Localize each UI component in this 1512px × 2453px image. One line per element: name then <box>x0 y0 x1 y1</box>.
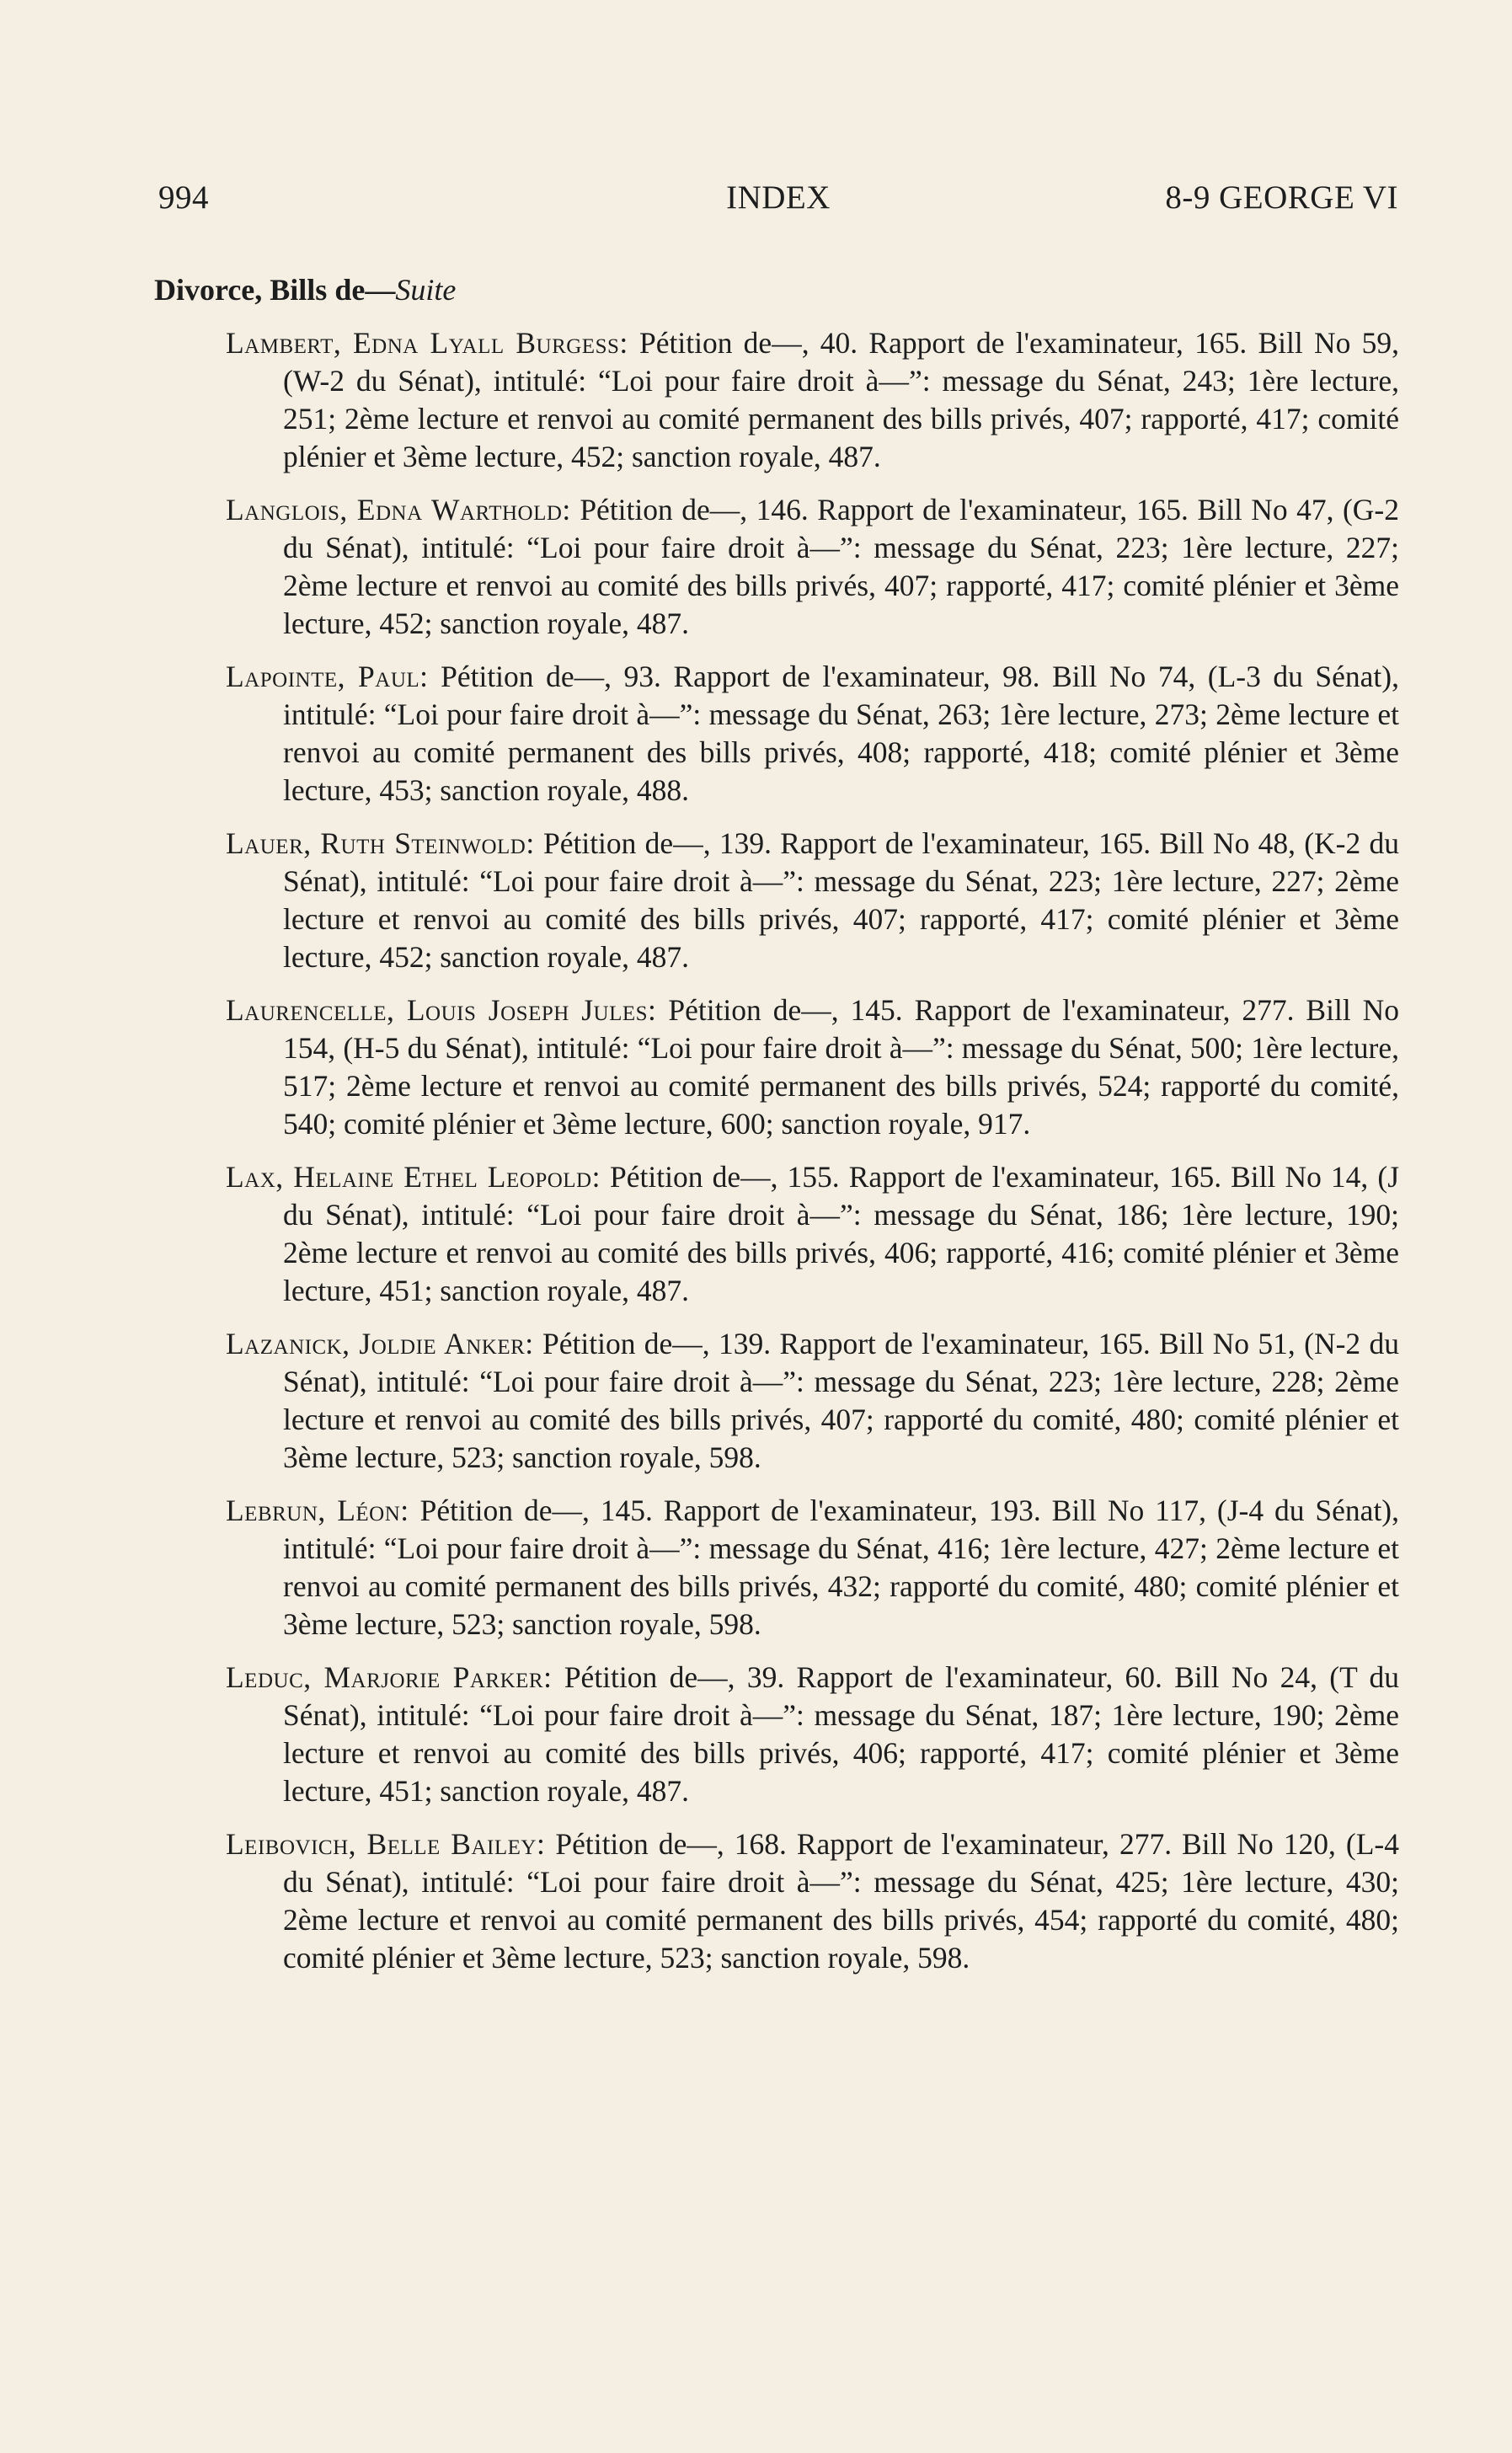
entry-text: Pétition de—, 145. Rapport de l'examinateur, 277. Bill No 154, (H-5 du Sénat), intitulé: “Loi pour faire droit à—”: message du Sénat, 500; 1ère lecture, 517; 2ème lecture et renvoi au comité permanent des bills privés, 524; rapporté du comité, 540; comité plénier et 3ème lecture, 600; sanction royale, 917. <box>283 993 1400 1141</box>
entry-name: Lax, Helaine Ethel Leopold: <box>226 1160 601 1194</box>
index-entry <box>226 991 1399 1143</box>
entry-text: Pétition de—, 146. Rapport de l'examinateur, 165. Bill No 47, (G-2 du Sénat), intitulé: “Loi pour faire droit à—”: message du Sénat, 223; 1ère lecture, 227; 2ème lecture et renvoi au comité des bills privés, 407; rapporté, 417; comité plénier et 3ème lecture, 452; sanction royale, 487. <box>283 493 1400 640</box>
header-reign: 8-9 GEORGE VI <box>1165 179 1398 216</box>
page-number: 994 <box>158 179 209 216</box>
entry-name: Lazanick, Joldie Anker: <box>226 1327 534 1360</box>
section-heading <box>154 272 456 307</box>
index-entry <box>226 1825 1399 1977</box>
entry-name: Laurencelle, Louis Joseph Jules: <box>226 993 657 1027</box>
entry-text: Pétition de—, 168. Rapport de l'examinateur, 277. Bill No 120, (L-4 du Sénat), intitulé: “Loi pour faire droit à—”: message du Sénat, 425; 1ère lecture, 430; 2ème lecture et renvoi au comité permanent des bills privés, 454; rapporté du comité, 480; comité plénier et 3ème lecture, 523; sanction royale, 598. <box>283 1827 1400 1975</box>
entry-text: Pétition de—, 155. Rapport de l'examinateur, 165. Bill No 14, (J du Sénat), intitulé: “Loi pour faire droit à—”: message du Sénat, 186; 1ère lecture, 190; 2ème lecture et renvoi au comité des bills privés, 406; rapporté, 416; comité plénier et 3ème lecture, 451; sanction royale, 487. <box>283 1160 1400 1307</box>
index-entry <box>226 491 1399 643</box>
entry-name: Leibovich, Belle Bailey: <box>226 1827 546 1861</box>
section-title: Divorce, Bills de— <box>154 273 396 307</box>
entry-name: Leduc, Marjorie Parker: <box>226 1660 553 1694</box>
index-entry <box>226 825 1399 976</box>
section-suffix: Suite <box>395 273 457 307</box>
index-entry <box>226 658 1399 810</box>
entry-name: Lapointe, Paul: <box>226 660 429 693</box>
index-entry <box>226 1659 1399 1810</box>
entry-name: Langlois, Edna Warthold: <box>226 493 571 526</box>
entry-text: Pétition de—, 39. Rapport de l'examinateur, 60. Bill No 24, (T du Sénat), intitulé: “Loi pour faire droit à—”: message du Sénat, 187; 1ère lecture, 190; 2ème lecture et renvoi au comité des bills privés, 406; rapporté, 417; comité plénier et 3ème lecture, 451; sanction royale, 487. <box>283 1660 1399 1808</box>
header-title: INDEX <box>726 179 831 216</box>
index-entry <box>226 324 1399 476</box>
index-entries <box>226 324 1399 1992</box>
index-entry <box>226 1492 1399 1643</box>
entry-text: Pétition de—, 139. Rapport de l'examinateur, 165. Bill No 51, (N-2 du Sénat), intitulé: “Loi pour faire droit à—”: message du Sénat, 223; 1ère lecture, 228; 2ème lecture et renvoi au comité des bills privés, 407; rapporté du comité, 480; comité plénier et 3ème lecture, 523; sanction royale, 598. <box>283 1327 1400 1474</box>
index-entry <box>226 1158 1399 1310</box>
entry-text: Pétition de—, 139. Rapport de l'examinateur, 165. Bill No 48, (K-2 du Sénat), intitulé: “Loi pour faire droit à—”: message du Sénat, 223; 1ère lecture, 227; 2ème lecture et renvoi au comité des bills privés, 407; rapporté, 417; comité plénier et 3ème lecture, 452; sanction royale, 487. <box>283 826 1399 974</box>
entry-text: Pétition de—, 145. Rapport de l'examinateur, 193. Bill No 117, (J-4 du Sénat), intitulé: “Loi pour faire droit à—”: message du Sénat, 416; 1ère lecture, 427; 2ème lecture et renvoi au comité permanent des bills privés, 432; rapporté du comité, 480; comité plénier et 3ème lecture, 523; sanction royale, 598. <box>283 1494 1400 1641</box>
entry-name: Lebrun, Léon: <box>226 1494 409 1527</box>
entry-text: Pétition de—, 93. Rapport de l'examinateur, 98. Bill No 74, (L-3 du Sénat), intitulé: “Loi pour faire droit à—”: message du Sénat, 263; 1ère lecture, 273; 2ème lecture et renvoi au comité permanent des bills privés, 408; rapporté, 418; comité plénier et 3ème lecture, 453; sanction royale, 488. <box>283 660 1399 807</box>
entry-name: Lauer, Ruth Steinwold: <box>226 826 535 860</box>
entry-text: Pétition de—, 40. Rapport de l'examinateur, 165. Bill No 59, (W-2 du Sénat), intitulé: “Loi pour faire droit à—”: message du Sénat, 243; 1ère lecture, 251; 2ème lecture et renvoi au comité permanent des bills privés, 407; rapporté, 417; comité plénier et 3ème lecture, 452; sanction royale, 487. <box>283 326 1399 473</box>
running-header <box>158 179 1398 226</box>
index-entry <box>226 1325 1399 1477</box>
entry-name: Lambert, Edna Lyall Burgess: <box>226 326 628 360</box>
